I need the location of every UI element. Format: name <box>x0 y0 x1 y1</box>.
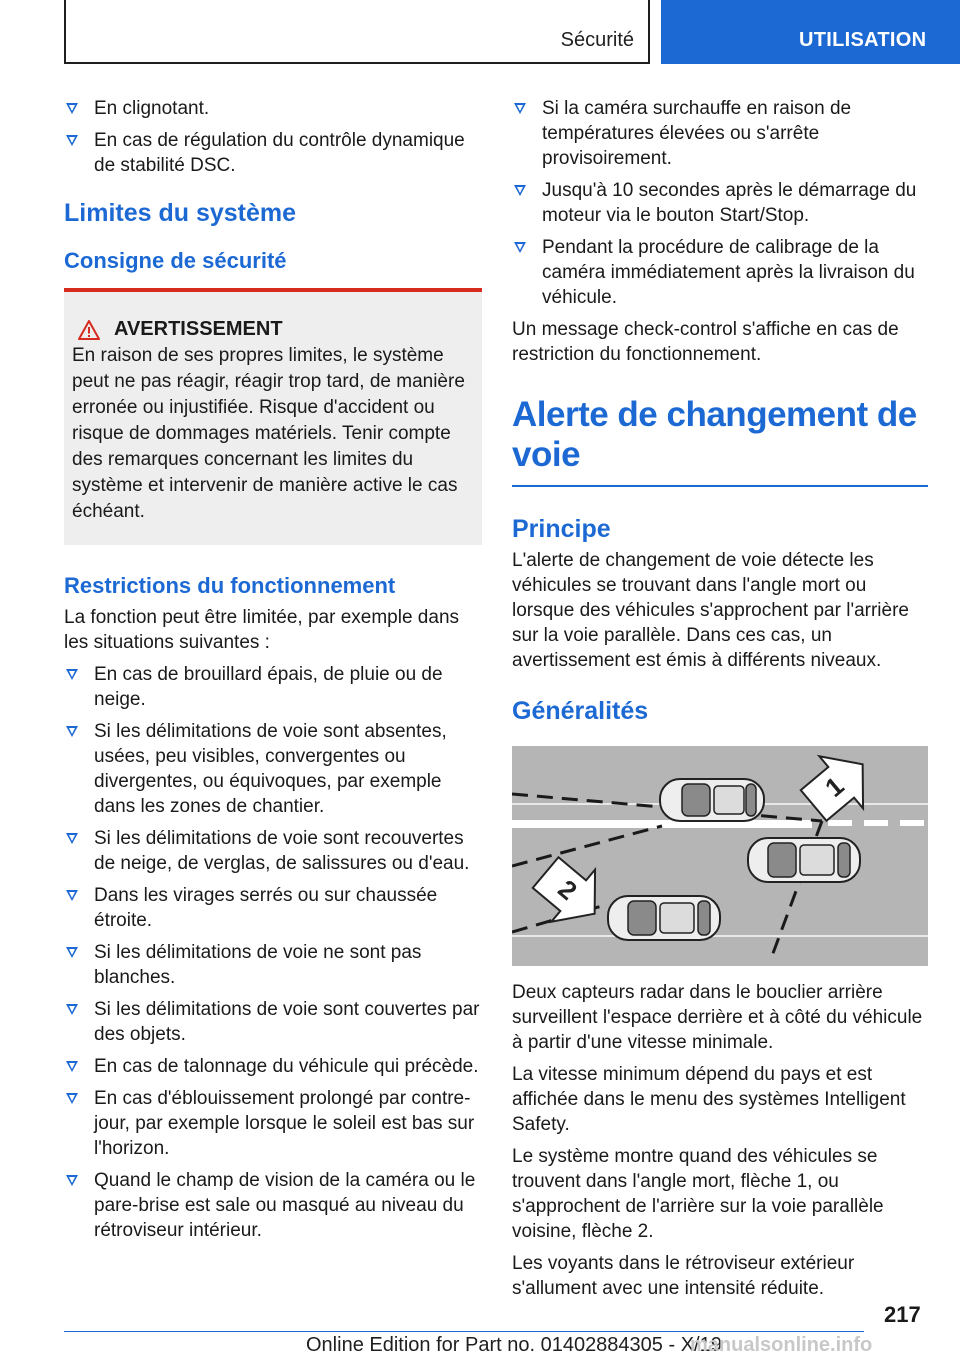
heading-principle: Principe <box>512 514 611 543</box>
bullet-triangle-icon <box>66 1004 78 1015</box>
footer-edition: Online Edition for Part no. 01402884305 - X/19 <box>306 1334 722 1356</box>
header-section-box <box>64 0 650 64</box>
list-item: En cas de brouillard épais, de pluie ou de neige. <box>64 662 482 712</box>
principle-text: L'alerte de changement de voie détecte les véhicules se trouvant dans l'angle mort ou lorsque des véhicules s'approchent par l'arrière sur la voie parallèle. Dans ces cas, un avertissement est émis à différents niveaux. <box>512 549 909 671</box>
bullet-triangle-icon <box>66 135 78 146</box>
bullet-triangle-icon <box>66 726 78 737</box>
restrictions-intro: La fonction peut être limitée, par exemple dans les situations suivantes : <box>64 607 460 653</box>
bullet-triangle-icon <box>66 1061 78 1072</box>
list-item: Si les délimitations de voie sont couvertes par des objets. <box>64 997 482 1047</box>
list-item: Si les délimitations de voie ne sont pas blanches. <box>64 940 482 990</box>
heading-general: Généralités <box>512 696 649 725</box>
paragraph: Deux capteurs radar dans le bouclier arrière surveillent l'espace derrière et à côté du véhicule à partir d'une vitesse minimale. <box>512 981 923 1053</box>
bullet-triangle-icon <box>66 1093 78 1104</box>
footer-watermark: manualsonline.info <box>690 1334 873 1356</box>
list-item: En cas d'éblouissement prolongé par contre-jour, par exemple lorsque le soleil est bas sur l'horizon. <box>64 1086 482 1161</box>
list-item: Pendant la procédure de calibrage de la caméra immédiatement après la livraison du véhicule. <box>512 235 928 310</box>
bullet-triangle-icon <box>66 833 78 844</box>
dashed-lane-line <box>828 820 924 826</box>
warning-box <box>64 288 482 545</box>
list-item: Jusqu'à 10 secondes après le démarrage du moteur via le bouton Start/Stop. <box>512 178 928 228</box>
bullet-triangle-icon <box>66 947 78 958</box>
list-item: Si les délimitations de voie sont recouvertes de neige, de verglas, de salissures ou d'eau. <box>64 826 482 876</box>
bullet-triangle-icon <box>66 890 78 901</box>
list-item: Si la caméra surchauffe en raison de températures élevées ou s'arrête provisoirement. <box>512 96 928 171</box>
header-chapter-title: UTILISATION <box>799 29 927 51</box>
warning-title: AVERTISSEMENT <box>72 318 474 341</box>
arrow-2-label: 2 <box>552 873 583 906</box>
bullet-triangle-icon <box>66 103 78 114</box>
page-number: 217 <box>884 1302 921 1327</box>
arrow-1-label: 1 <box>819 770 850 803</box>
heading-system-limits: Limites du système <box>64 199 297 227</box>
left-column <box>64 96 482 1250</box>
header-chapter-tab <box>661 0 960 64</box>
heading-restrictions: Restrictions du fonctionnement <box>64 573 396 598</box>
paragraph: La vitesse minimum dépend du pays et est affichée dans le menu des systèmes Intelligent Safety. <box>512 1063 906 1135</box>
header-section-title: Sécurité <box>560 29 634 51</box>
bullet-triangle-icon <box>66 1175 78 1186</box>
bullet-triangle-icon <box>514 185 526 196</box>
list-item: Quand le champ de vision de la caméra ou le pare-brise est sale ou masqué au niveau du rétroviseur intérieur. <box>64 1168 482 1243</box>
list-item: En cas de talonnage du véhicule qui précède. <box>64 1054 482 1079</box>
road-diagram <box>512 746 928 966</box>
car-top-left <box>660 779 764 821</box>
warning-triangle-icon <box>78 320 100 340</box>
list-item: En cas de régulation du contrôle dynamique de stabilité DSC. <box>64 128 482 178</box>
lane-change-illustration <box>512 746 928 966</box>
right-column <box>512 96 928 1308</box>
car-middle <box>748 838 860 882</box>
heading-lane-change-warning: Alerte de changement de voie <box>512 395 917 474</box>
paragraph: Le système montre quand des véhicules se trouvent dans l'angle mort, flèche 1, ou s'approchent de l'arrière sur la voie parallèle voisine, flèche 2. <box>512 1145 884 1242</box>
warning-text: En raison de ses propres limites, le système peut ne pas réagir, réagir trop tard, de manière erronée ou injustifiée. Risque d'accident ou risque de dommages matériels. Tenir compte des remarques concernant les limites du système et intervenir de manière active le cas échéant. <box>72 345 465 522</box>
heading-safety-note: Consigne de sécurité <box>64 248 287 273</box>
car-bottom <box>608 896 720 940</box>
paragraph: Les voyants dans le rétroviseur extérieur s'allument avec une intensité réduite. <box>512 1252 855 1299</box>
list-item: Si les délimitations de voie sont absentes, usées, peu visibles, convergentes ou divergentes, ou équivoques, par exemple dans les zones de chantier. <box>64 719 482 819</box>
heading-rule <box>512 485 928 487</box>
footer-rule <box>64 1331 864 1332</box>
bullet-triangle-icon <box>66 669 78 680</box>
bullet-triangle-icon <box>514 242 526 253</box>
bullet-triangle-icon <box>514 103 526 114</box>
list-item: En clignotant. <box>64 96 482 121</box>
check-control-note: Un message check-control s'affiche en cas de restriction du fonctionnement. <box>512 319 899 365</box>
list-item: Dans les virages serrés ou sur chaussée étroite. <box>64 883 482 933</box>
